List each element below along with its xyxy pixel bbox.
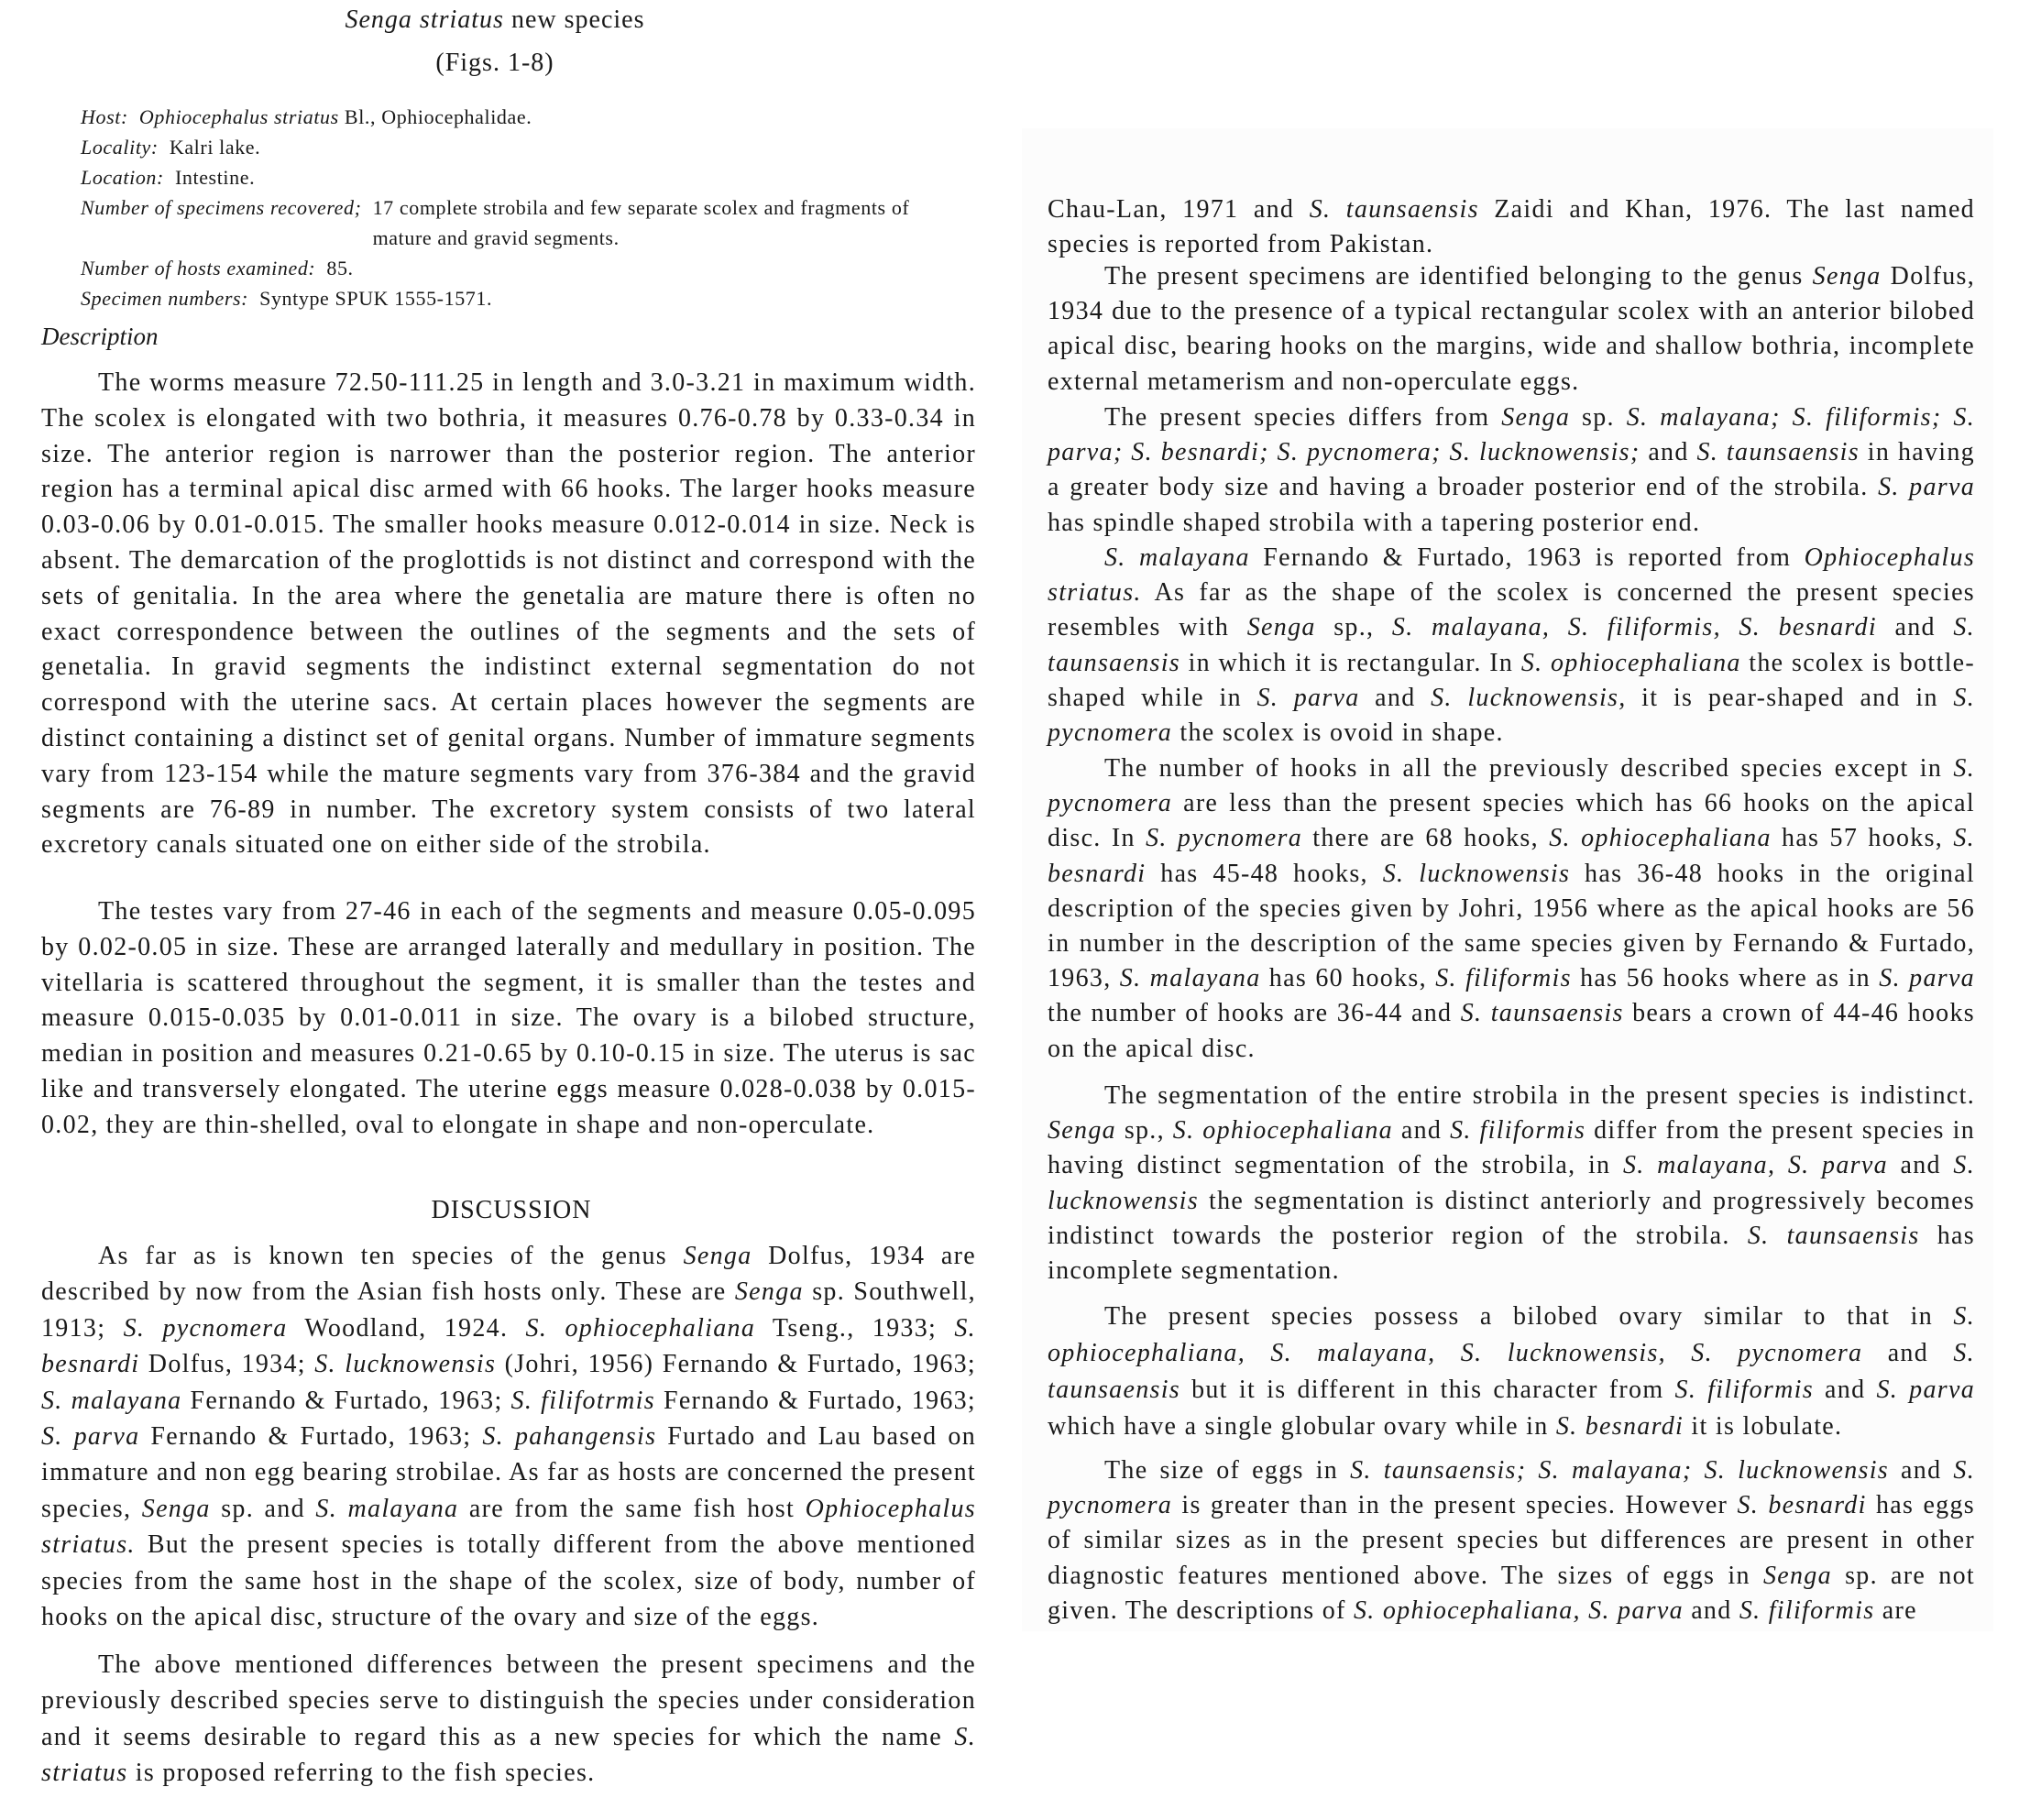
italic-taxon-name: S. parva; S. besnardi; S. pycnomera; S. lucknowensis; — [1048, 403, 1975, 467]
text-run: (Johri, 1956) Fernando & Furtado, 1963; — [496, 1350, 976, 1379]
text-run: the number of hooks are 36-44 and — [1048, 999, 1461, 1028]
right-paragraph — [1048, 1453, 1975, 1628]
italic-taxon-name: S. besnardi — [1737, 1491, 1867, 1520]
italic-taxon-name: S. besnardi — [1555, 1412, 1684, 1441]
text-run: the scolex is ovoid in shape. — [1172, 718, 1504, 748]
italic-taxon-name: Ophiocephalus striatus. — [41, 1494, 976, 1560]
italic-taxon-name: S. parva — [1876, 1376, 1975, 1404]
italic-taxon-name: S. lucknowensis — [1048, 1151, 1975, 1215]
meta-value: 85. — [326, 257, 354, 280]
text-run: has 56 hooks where as in — [1571, 964, 1880, 993]
italic-taxon-name: S. parva — [1878, 473, 1975, 502]
meta-specimens-recovered — [81, 192, 941, 253]
text-run: The present species possess a bilobed ovary similar to that in — [1104, 1302, 1954, 1331]
italic-taxon-name: S. striatus — [41, 1722, 976, 1788]
italic-taxon-name: S. taunsaensis — [1309, 195, 1479, 224]
italic-taxon-name: S. malayana, S. filiformis, S. besnardi — [1391, 613, 1877, 642]
text-run: it is lobulate. — [1684, 1412, 1843, 1441]
description-paragraph — [41, 894, 976, 1144]
italic-taxon-name: S. pycnomera — [1048, 1456, 1976, 1520]
italic-taxon-name: S. ophiocephaliana — [525, 1313, 756, 1343]
text-run: Dolfus, 1934 are described by now from the Asian fish hosts only. These are — [41, 1242, 976, 1307]
meta-value: 17 complete strobila and few separate scolex and fragments of mature and gravid segments. — [372, 196, 910, 249]
text-run: in having a greater body size and having a broader posterior end of the strobila. — [1048, 438, 1975, 502]
text-run: there are 68 hooks, — [1302, 824, 1550, 853]
text-run: in which it is rectangular. In — [1180, 648, 1521, 677]
text-run: and — [1359, 683, 1432, 712]
text-run: sp., — [1315, 613, 1392, 642]
italic-taxon-name: S. filiformis — [1450, 1116, 1586, 1146]
italic-taxon-name: S. malayana — [315, 1494, 459, 1523]
text-run: But the present species is totally different from the above mentioned species from the same host in the shape of the scolex, size of body, number of hooks on the apical disc, structure of the ovary and size of the eggs. — [41, 1530, 976, 1632]
text-run: and — [1889, 1456, 1954, 1485]
italic-taxon-name: Senga — [1812, 262, 1882, 291]
meta-value: Syntype SPUK 1555-1571. — [259, 287, 493, 310]
italic-taxon-name: S. malayana — [1119, 964, 1261, 993]
discussion-paragraph — [41, 1238, 976, 1635]
text-run: are less than the present species which has 66 hooks on the apical disc. In — [1048, 789, 1975, 853]
text-run: has 45-48 hooks, — [1146, 859, 1383, 888]
text-run: As far as the shape of the scolex is concerned the present species resembles with — [1048, 578, 1975, 642]
italic-taxon-name: Senga — [1048, 1116, 1116, 1146]
text-run: and — [1813, 1376, 1877, 1404]
text-run: Woodland, 1924. — [287, 1313, 526, 1343]
italic-taxon-name: S. taunsaensis — [1048, 1339, 1975, 1404]
meta-label: Host: — [81, 105, 128, 128]
discussion-heading: DISCUSSION — [431, 1196, 592, 1224]
text-run: The size of eggs in — [1104, 1456, 1351, 1485]
italic-taxon-name: Ophiocephalus striatus. — [1048, 543, 1976, 608]
text-run: Tseng., 1933; — [755, 1313, 955, 1343]
italic-taxon-name: Senga — [141, 1494, 211, 1523]
italic-taxon-name: Senga — [734, 1277, 804, 1307]
text-run: sp., — [1115, 1116, 1173, 1146]
text-run: bears a crown of 44-46 hooks on the apical disc. — [1048, 999, 1975, 1063]
italic-taxon-name: S. pycnomera — [1048, 754, 1975, 818]
text-run: Furtado and Lau based on immature and non egg bearing strobilae. As far as hosts are concerned the present species, — [41, 1422, 977, 1523]
text-run: Fernando & Furtado, 1963; — [139, 1422, 483, 1452]
italic-taxon-name: S. filifotrmis — [510, 1386, 655, 1415]
text-run: sp. Southwell, 1913; — [41, 1277, 976, 1343]
italic-taxon-name: S. ophiocephaliana, S. parva — [1353, 1595, 1684, 1625]
italic-taxon-name: S. taunsaensis — [1048, 613, 1975, 677]
text-run: has eggs of similar sizes as in the present species but differences are present in other diagnostic features mentioned above. The sizes of eggs in — [1048, 1491, 1975, 1590]
text-run: Fernando & Furtado, 1963; — [181, 1386, 511, 1415]
right-paragraph — [1048, 1079, 1975, 1288]
italic-taxon-name: S. taunsaensis — [1460, 999, 1624, 1028]
italic-taxon-name: Senga — [1501, 403, 1571, 432]
text-run: As far as is known ten species of the genus — [98, 1242, 684, 1270]
meta-locality — [81, 132, 941, 162]
italic-taxon-name: S. pycnomera — [1048, 683, 1975, 748]
meta-value: Intestine. — [174, 166, 256, 189]
right-paragraph — [1048, 751, 1975, 1067]
text-run: sp. — [1570, 403, 1627, 432]
right-paragraph — [1048, 541, 1975, 751]
italic-taxon-name: S. lucknowensis — [314, 1350, 497, 1379]
italic-taxon-name: S. malayana, S. parva — [1622, 1151, 1888, 1180]
text-run: has 60 hooks, — [1260, 964, 1436, 993]
meta-label: Specimen numbers: — [81, 287, 249, 310]
text-run: are from the same fish host — [458, 1494, 806, 1523]
text-run: sp. are not given. The descriptions of — [1048, 1561, 1975, 1625]
meta-label: Number of hosts examined: — [81, 257, 316, 280]
text-run: which have a single globular ovary while in — [1048, 1412, 1556, 1441]
text-run: the scolex is bottle-shaped while in — [1048, 648, 1975, 712]
text-run: The present species differs from — [1104, 403, 1502, 432]
text-run: The worms measure 72.50-111.25 in length and 3.0-3.21 in maximum width. The scolex is elongated with two bothria, it measures 0.76-0.78 by 0.33-0.34 in size. The anterior region is narrower than the posterior region. The anterior region has a terminal apical disc armed with 66 hooks. The larger hooks measure 0.03-0.06 by 0.01-0.015. The smaller hooks measure 0.012-0.014 in size. Neck is absent. The demarcation of the proglottids is not distinct and correspond with the sets of genitalia. In the area where the genetalia are mature there is often no exact correspondence between the outlines of the segments and the sets of genetalia. In gravid segments the indistinct external segmentation do not correspond with the uterine sacs. At certain places however the segments are distinct containing a distinct set of genital organs. Number of immature segments vary from 123-154 while the mature segments vary from 376-384 and the gravid segments are 76-89 in number. The excretory system consists of two lateral excretory canals situated one on either side of the strobila. — [41, 368, 976, 860]
text-run: and — [1392, 1116, 1451, 1146]
text-run: and — [1887, 1151, 1954, 1180]
text-run: has spindle shaped strobila with a tapering posterior end. — [1048, 508, 1701, 537]
text-run: The above mentioned differences between the present specimens and the previously described species serve to distinguish the species under consideration and it seems desirable to regard this as a new species for which the name — [41, 1650, 976, 1751]
meta-label: Number of specimens recovered; — [81, 196, 362, 219]
text-run: Dolfus, 1934; — [139, 1350, 315, 1379]
figures-reference: (Figs. 1-8) — [435, 49, 554, 77]
italic-taxon-name: S. filiformis; — [1792, 403, 1942, 432]
text-run: is greater than in the present species. However — [1172, 1491, 1738, 1520]
text-run: Fernando & Furtado, 1963 is reported from — [1249, 543, 1805, 572]
description-heading: Description — [41, 323, 159, 350]
meta-hosts-examined — [81, 253, 941, 283]
text-run: differ from the present species in having distinct segmentation of the strobila, in — [1048, 1116, 1975, 1180]
italic-taxon-name: S. lucknowensis, — [1431, 683, 1627, 712]
text-run: The present specimens are identified belonging to the genus — [1104, 262, 1813, 291]
meta-location — [81, 162, 941, 192]
right-paragraph — [1048, 400, 1975, 541]
italic-taxon-name: S. filiformis — [1674, 1376, 1814, 1404]
italic-taxon-name: S. filiformis — [1435, 964, 1572, 993]
text-run: The segmentation of the entire strobila in the present species is indistinct. — [1104, 1081, 1975, 1110]
meta-label: Locality: — [81, 136, 159, 159]
text-run: and — [1862, 1339, 1954, 1367]
text-run: Zaidi and Khan, 1976. The last named species is reported from Pakistan. — [1048, 195, 1975, 259]
italic-taxon-name: S. pahangensis — [482, 1422, 657, 1452]
discussion-paragraph — [41, 1647, 976, 1792]
title-genus-species: Senga striatus — [345, 5, 504, 34]
text-run: Dolfus, 1934 due to the presence of a typical rectangular scolex with an anterior bilobed apical disc, bearing hooks on the margins, wide and shallow bothria, incomplete external metamerism and non-operculate eggs. — [1048, 262, 1975, 396]
italic-taxon-name: Senga — [1762, 1561, 1832, 1590]
italic-taxon-name: S. besnardi — [1048, 824, 1975, 888]
italic-taxon-name: S. lucknowensis — [1382, 859, 1571, 888]
text-run: and — [1683, 1595, 1739, 1625]
text-run: are — [1874, 1595, 1917, 1625]
italic-taxon-name: S. ophiocephaliana — [1172, 1116, 1393, 1146]
italic-taxon-name: S. parva — [1256, 683, 1360, 712]
right-paragraph — [1048, 259, 1975, 400]
text-run: the segmentation is distinct anteriorly and progressively becomes indistinct towards the posterior region of the strobila. — [1048, 1186, 1975, 1250]
meta-value: Kalri lake. — [169, 136, 261, 159]
text-run: Chau-Lan, 1971 and — [1048, 195, 1310, 224]
meta-value: Bl., Ophiocephalidae. — [338, 105, 532, 128]
italic-taxon-name: S. parva — [1879, 964, 1975, 993]
italic-taxon-name: S. filiformis — [1739, 1595, 1875, 1625]
italic-taxon-name: S. ophiocephaliana, S. malayana, S. lucknowensis, S. pycnomera — [1048, 1302, 1975, 1367]
text-run: sp. and — [210, 1494, 316, 1523]
specimen-metadata — [81, 102, 941, 313]
italic-taxon-name: S. malayana — [1104, 543, 1250, 572]
text-run: it is pear-shaped and in — [1626, 683, 1954, 712]
text-run: has 36-48 hooks in the original description of the species given by Johri, 1956 where as the apical hooks are 56 in number in the description of the same species given by Fernando & Furtado, 1963, — [1048, 859, 1975, 993]
text-run: The testes vary from 27-46 in each of the segments and measure 0.05-0.095 by 0.02-0.05 in size. These are arranged laterally and medullary in position. The vitellaria is scattered throughout the segment, it is smaller than the testes and measure 0.015-0.035 by 0.01-0.011 in size. The ovary is a bilobed structure, median in position and measures 0.21-0.65 by 0.10-0.15 in size. The uterus is sac like and transversely elongated. The uterine eggs measure 0.028-0.038 by 0.015-0.02, they are thin-shelled, oval to elongate in shape and non-operculate. — [41, 897, 976, 1139]
meta-label: Location: — [81, 166, 164, 189]
text-run: is proposed referring to the fish species. — [127, 1759, 596, 1788]
italic-taxon-name: S. taunsaensis — [1747, 1221, 1920, 1250]
italic-taxon-name: S. taunsaensis; S. malayana; S. lucknowensis — [1350, 1456, 1890, 1485]
title-suffix: new species — [503, 5, 645, 34]
italic-taxon-name: S. besnardi — [41, 1313, 976, 1379]
italic-taxon-name: S. parva — [41, 1422, 140, 1452]
italic-taxon-name: S. malayana; — [1626, 403, 1781, 432]
right-paragraph — [1048, 192, 1975, 262]
species-title — [0, 5, 990, 35]
italic-taxon-name: S. ophiocephaliana — [1549, 824, 1772, 853]
text-run: The number of hooks in all the previously described species except in — [1104, 754, 1954, 783]
right-paragraph — [1048, 1299, 1975, 1445]
italic-taxon-name: S. taunsaensis — [1696, 438, 1860, 467]
meta-value-italic: Ophiocephalus striatus — [138, 105, 339, 128]
italic-taxon-name: Senga — [1246, 613, 1316, 642]
text-run: but it is different in this character from — [1180, 1376, 1675, 1404]
text-run — [1941, 403, 1953, 432]
text-run: has incomplete segmentation. — [1048, 1221, 1975, 1286]
italic-taxon-name: S. malayana — [41, 1386, 182, 1415]
description-paragraph — [41, 366, 976, 863]
italic-taxon-name: S. ophiocephaliana — [1520, 648, 1741, 677]
text-run: has 57 hooks, — [1771, 824, 1954, 853]
meta-host — [81, 102, 941, 132]
text-run: and — [1640, 438, 1697, 467]
text-run: Fernando & Furtado, 1963; — [654, 1386, 977, 1415]
meta-specimen-numbers — [81, 283, 941, 313]
text-run — [1781, 403, 1793, 432]
italic-taxon-name: S. pycnomera — [123, 1313, 288, 1343]
italic-taxon-name: Senga — [683, 1242, 752, 1270]
italic-taxon-name: S. pycnomera — [1146, 824, 1303, 853]
text-run: and — [1876, 613, 1954, 642]
